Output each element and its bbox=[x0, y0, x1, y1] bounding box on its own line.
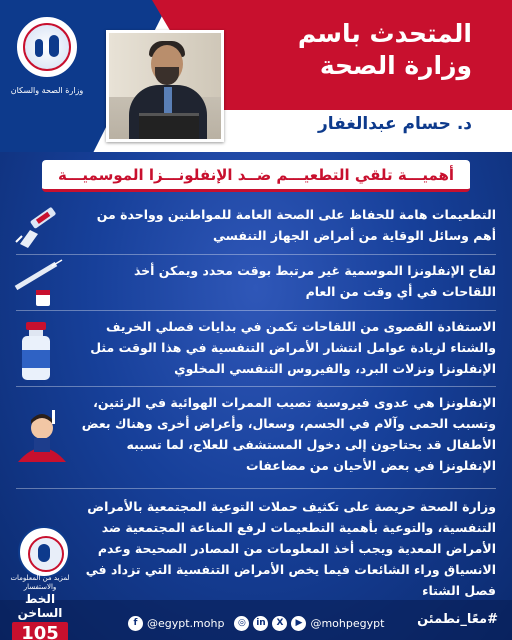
hotline-number[interactable]: 105 bbox=[12, 622, 68, 640]
item-1-text: التطعيمات هامة للحفاظ على الصحة العامة للمواطنين وواحدة من أهم وسائل الوقاية من أمراض الجهاز التنفسي bbox=[96, 207, 496, 243]
item-3-text: الاستفادة القصوى من اللقاحات تكمن في بدايات فصلي الخريف والشتاء لزيادة عوامل انتشار الأمراض التنفسية في هذا الوقت مثل الإنفلونزا ونزلات البرد، والفيروس التنفسي المخلوي bbox=[90, 319, 496, 376]
logo-caption: وزارة الصحة والسكان bbox=[10, 86, 84, 95]
spokesperson-photo bbox=[106, 30, 224, 142]
ministry-logo bbox=[14, 14, 80, 80]
header bbox=[0, 0, 512, 152]
item-5-text: وزارة الصحة حريصة على تكثيف حملات التوعية المجتمعية بالأمراض التنفسية، والتوعية بأهمية التطعيمات لرفع المناعة المجتمعية ضد الأمراض المعدية ويجب أخذ المعلومات من المصادر الصحيحة وعدم الانسياق وراء الشائعات فيما يخص الأمراض التنفسية التي تزداد في فصل الشتاء bbox=[85, 499, 496, 598]
linkedin-icon[interactable]: in bbox=[253, 616, 268, 631]
youtube-icon[interactable]: ▶ bbox=[291, 616, 306, 631]
ministry-logo-icon bbox=[18, 526, 70, 578]
social-handle-2[interactable]: @mohpegypt bbox=[310, 616, 385, 630]
campaign-hashtag[interactable]: #معًا_نطمئن bbox=[417, 612, 498, 627]
social-links bbox=[128, 614, 384, 632]
item-2-text: لقاح الإنفلونزا الموسمية غير مرتبط بوقت محدد ويمكن أخذ اللقاحات في أي وقت من العام bbox=[133, 263, 496, 299]
item-4-text: الإنفلونزا هي عدوى فيروسية تصيب الممرات الهوائية في الرئتين، وتسبب الحمى وآلام في الجسم، وسعال، وأعراض أخرى وهناك بعض الأطفال قد يحتاجون إلى دخول المستشفى للعلاج، لما تسببه الإنفلونزا في بعض الأحيان من مضاعفات bbox=[81, 395, 496, 473]
divider bbox=[16, 386, 496, 387]
ministry-logo-icon bbox=[23, 23, 71, 71]
header-title-line1: المتحدث باسم bbox=[297, 19, 472, 48]
topic-banner bbox=[42, 160, 470, 192]
header-title-line2: وزارة الصحة bbox=[319, 51, 472, 80]
divider bbox=[16, 254, 496, 255]
syringe-hand-icon bbox=[12, 204, 64, 254]
header-title bbox=[252, 18, 472, 82]
topic-banner-title: أهميـــة تلقي التطعيـــم ضــد الإنفلونـــزا الموسميـــة bbox=[57, 165, 455, 184]
hotline-label: الخط الساخن bbox=[17, 592, 63, 620]
facebook-icon[interactable]: f bbox=[128, 616, 143, 631]
x-icon[interactable]: X bbox=[272, 616, 287, 631]
divider bbox=[16, 488, 496, 489]
instagram-icon[interactable]: ◎ bbox=[234, 616, 249, 631]
social-handle-1[interactable]: @egypt.mohp bbox=[147, 616, 225, 630]
sick-person-icon bbox=[12, 404, 72, 470]
syringe-vial-icon bbox=[12, 258, 64, 312]
hotline bbox=[6, 574, 74, 640]
vaccine-vial-icon bbox=[12, 320, 64, 388]
divider bbox=[16, 310, 496, 311]
hotline-subtitle: لمزيد من المعلومات والاستفسار bbox=[10, 574, 70, 591]
doctor-name: د. حسام عبدالغفار bbox=[318, 114, 472, 134]
